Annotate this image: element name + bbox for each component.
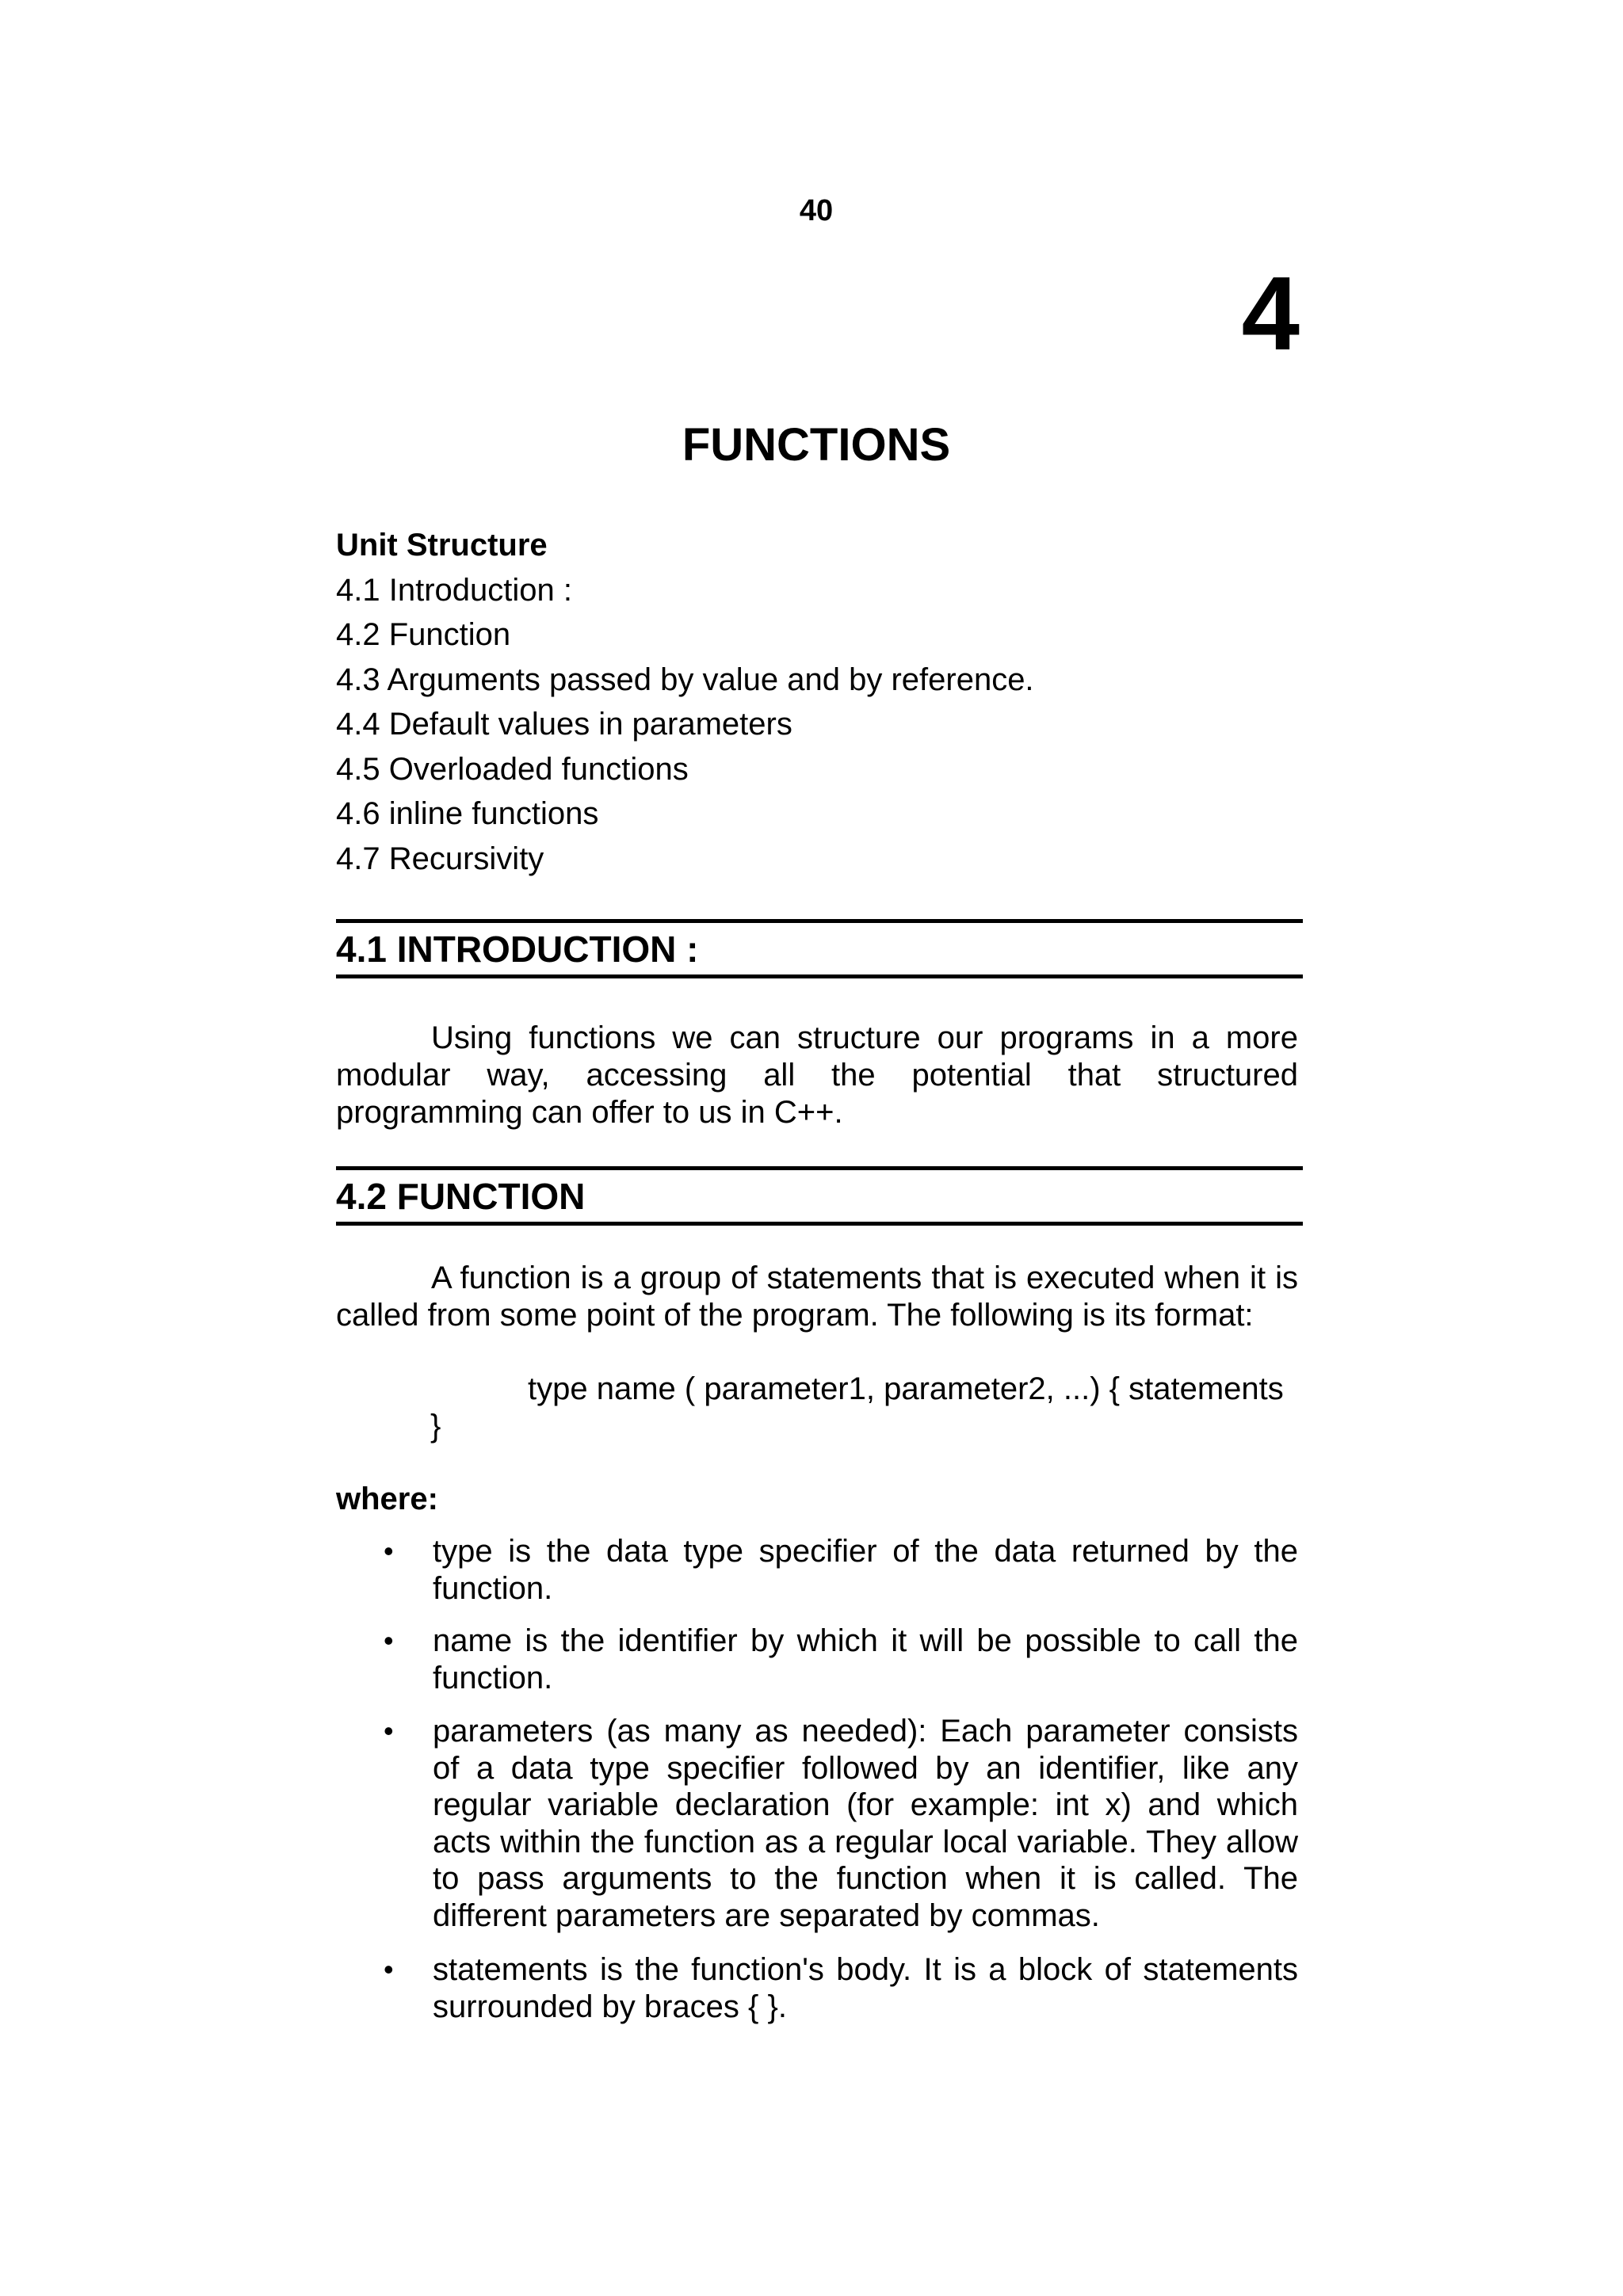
unit-structure-item: 4.2 Function xyxy=(336,617,511,652)
unit-structure-item: 4.6 inline functions xyxy=(336,796,599,831)
section-heading-introduction: 4.1 INTRODUCTION : xyxy=(336,919,1303,978)
bullet-icon: • xyxy=(384,1535,394,1567)
bullet-text: parameters (as many as needed): Each parameter consists of a data type specifier followed by an identifier, like any regular variable declaration (for example: int x) and which acts within the function as a regular local variable. They allow to pass arguments to the function when it is called. The different parameters are separated by commas. xyxy=(433,1714,1298,1933)
list-item xyxy=(384,1951,1298,2025)
bullet-icon: • xyxy=(384,1714,394,1747)
bullet-icon: • xyxy=(384,1953,394,1985)
chapter-number: 4 xyxy=(1241,255,1300,372)
section-heading-function: 4.2 FUNCTION xyxy=(336,1166,1303,1226)
bullet-text: name is the identifier by which it will be possible to call the function. xyxy=(433,1623,1298,1695)
list-item xyxy=(384,1713,1298,1934)
page-number: 40 xyxy=(799,194,834,227)
unit-structure-item: 4.1 Introduction : xyxy=(336,572,572,608)
unit-structure-item: 4.3 Arguments passed by value and by reference. xyxy=(336,662,1034,697)
function-paragraph xyxy=(336,1260,1298,1334)
unit-structure-item: 4.7 Recursivity xyxy=(336,841,544,876)
code-format-line-2: } xyxy=(430,1409,441,1444)
list-item xyxy=(384,1623,1298,1696)
chapter-title: FUNCTIONS xyxy=(682,419,951,471)
unit-structure-heading: Unit Structure xyxy=(336,528,548,563)
bullet-text: type is the data type specifier of the data returned by the function. xyxy=(433,1534,1298,1606)
function-text: A function is a group of statements that is executed when it is called from some point of the program. The following is its format: xyxy=(336,1261,1298,1333)
bullet-text: statements is the function's body. It is a block of statements surrounded by braces { }. xyxy=(433,1952,1298,2024)
introduction-paragraph xyxy=(336,1020,1298,1131)
unit-structure-item: 4.5 Overloaded functions xyxy=(336,751,689,787)
list-item xyxy=(384,1533,1298,1607)
introduction-text: Using functions we can structure our programs in a more modular way, accessing all the potential that structured programming can offer to us in C++. xyxy=(336,1020,1298,1130)
unit-structure xyxy=(336,523,1034,881)
code-format-line-1: type name ( parameter1, parameter2, ...) { statements xyxy=(528,1371,1284,1406)
where-label: where: xyxy=(336,1482,438,1516)
unit-structure-item: 4.4 Default values in parameters xyxy=(336,707,792,742)
bullet-icon: • xyxy=(384,1624,394,1657)
